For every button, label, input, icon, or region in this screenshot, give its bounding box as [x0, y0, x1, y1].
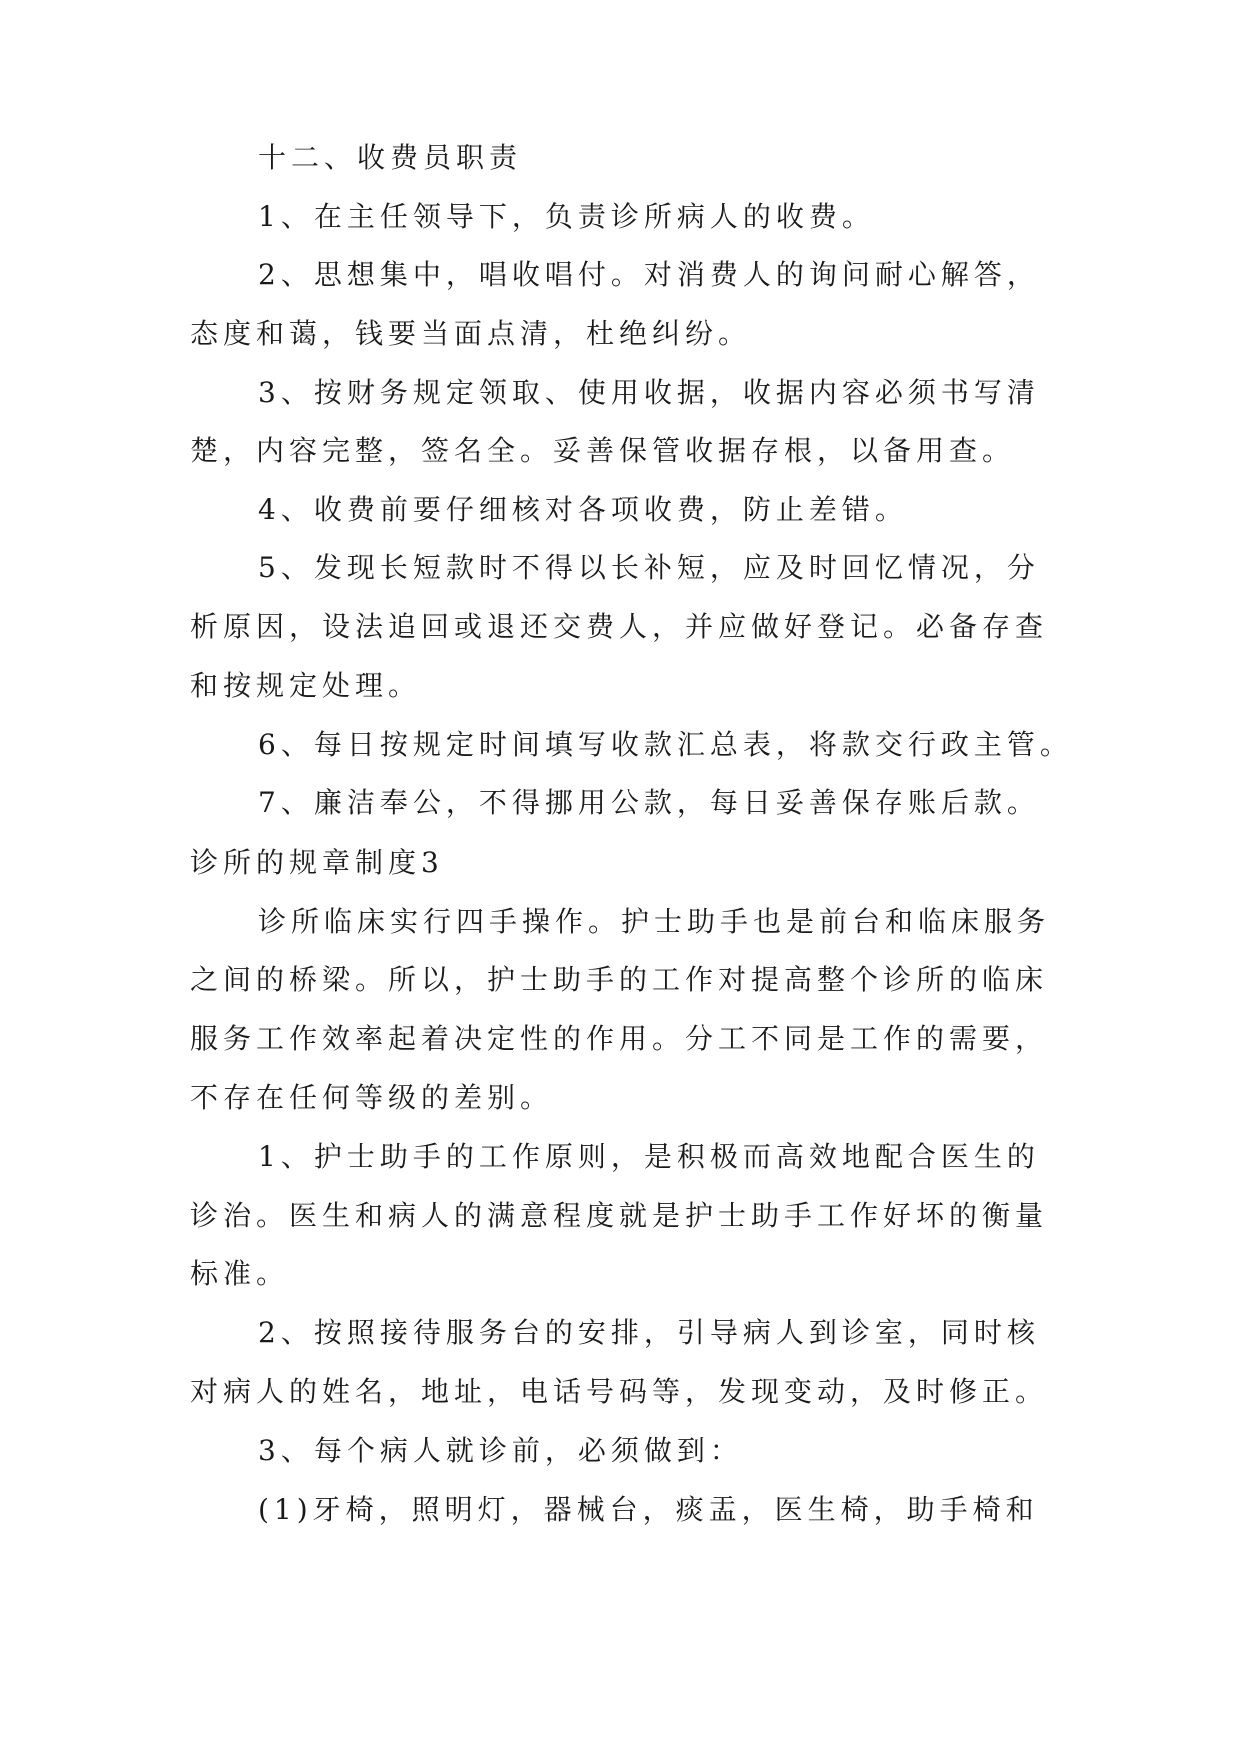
text-line: 之间的桥梁。所以，护士助手的工作对提高整个诊所的临床 [190, 963, 1049, 996]
text-line: 不存在任何等级的差别。 [190, 1081, 554, 1114]
text-line: 5、发现长短款时不得以长补短，应及时回忆情况，分 [258, 551, 1040, 584]
text-line: 2、思想集中，唱收唱付。对消费人的询问耐心解答， [258, 258, 1040, 291]
text-line: 诊治。医生和病人的满意程度就是护士助手工作好坏的衡量 [190, 1199, 1049, 1232]
text-line: 十二、收费员职责 [258, 141, 523, 174]
text-line: 楚，内容完整，签名全。妥善保管收据存根，以备用查。 [190, 434, 1016, 467]
text-line: 对病人的姓名，地址，电话号码等，发现变动，及时修正。 [190, 1375, 1049, 1408]
text-line: 服务工作效率起着决定性的作用。分工不同是工作的需要， [190, 1022, 1049, 1055]
text-line: 态度和蔼，钱要当面点清，杜绝纠纷。 [190, 317, 752, 350]
text-line: 1、护士助手的工作原则，是积极而高效地配合医生的 [258, 1140, 1040, 1173]
text-line: 7、廉洁奉公，不得挪用公款，每日妥善保存账后款。 [258, 786, 1040, 819]
text-line: 析原因，设法追回或退还交费人，并应做好登记。必备存查 [190, 610, 1049, 643]
text-line: 诊所临床实行四手操作。护士助手也是前台和临床服务 [258, 905, 1051, 938]
text-line: 3、每个病人就诊前，必须做到： [258, 1434, 743, 1467]
text-line: 3、按财务规定领取、使用收据，收据内容必须书写清 [258, 376, 1040, 409]
text-line: 诊所的规章制度3 [190, 846, 444, 879]
text-line: 6、每日按规定时间填写收款汇总表，将款交行政主管。 [258, 728, 1073, 761]
text-line: 4、收费前要仔细核对各项收费，防止差错。 [258, 493, 908, 526]
text-line: 和按规定处理。 [190, 669, 422, 702]
text-line: 标准。 [190, 1257, 290, 1290]
text-line: 2、按照接待服务台的安排，引导病人到诊室，同时核 [258, 1316, 1040, 1349]
text-line: (1)牙椅，照明灯，器械台，痰盂，医生椅，助手椅和 [258, 1493, 1039, 1526]
text-line: 1、在主任领导下，负责诊所病人的收费。 [258, 200, 875, 233]
